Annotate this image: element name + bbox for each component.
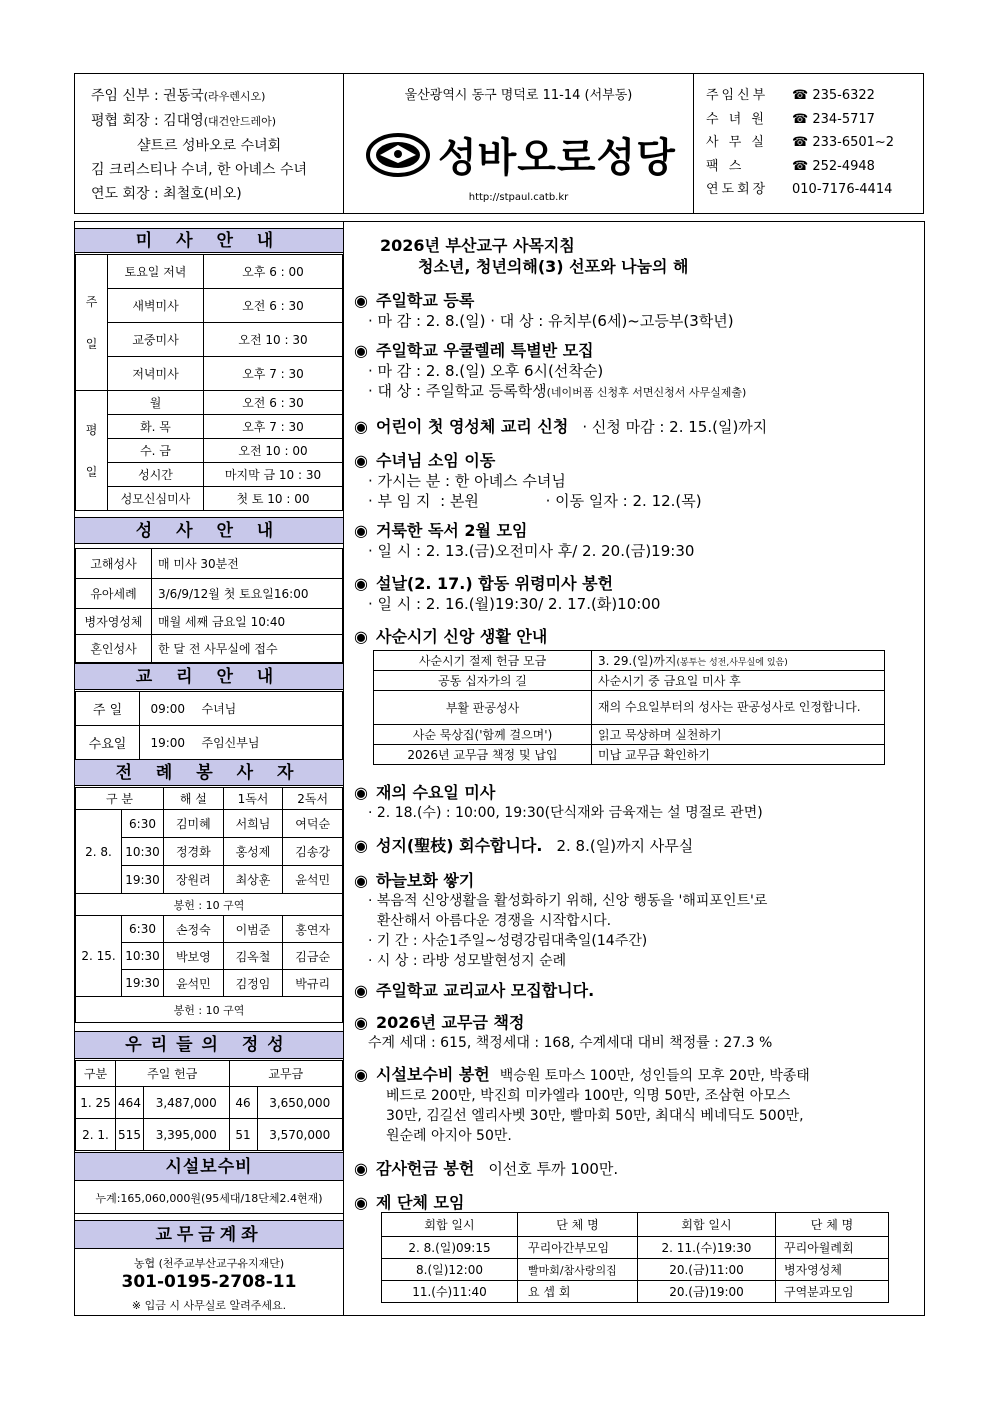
table-cell: 46 xyxy=(229,1087,257,1119)
contact-row: 연도회장 010-7176-4414 xyxy=(706,182,893,197)
table-cell: 재의 수요일부터의 성사는 판공성사로 인정합니다. xyxy=(592,691,885,725)
table-cell: 1독서 xyxy=(223,788,283,810)
table-cell: 10:30 xyxy=(122,838,164,866)
table-cell: 병자영성체 xyxy=(776,1259,889,1281)
table-cell: 사순시기 중 금요일 미사 후 xyxy=(592,671,885,691)
catechism-title: 교 리 안 내 xyxy=(75,663,343,690)
table-cell: 구역분과모임 xyxy=(776,1281,889,1303)
notice-item: ◉ 2026년 교무금 책정 수계 세대 : 615, 책정세대 : 168, 수계세대 대비 책정률 : 27.3 % xyxy=(354,1013,773,1051)
table-cell: 성시간 xyxy=(108,463,204,487)
table-cell: 매월 세째 금요일 10:40 xyxy=(152,609,343,635)
address: 울산광역시 동구 명덕로 11-14 (서부동) xyxy=(404,88,633,103)
table-cell: 19:30 xyxy=(122,970,164,997)
sacrament-title: 성 사 안 내 xyxy=(75,517,343,544)
table-cell: 봉헌 : 10 구역 xyxy=(76,997,343,1023)
table-cell: 회합 일시 xyxy=(638,1213,776,1237)
table-cell: 꾸리아월례회 xyxy=(776,1237,889,1259)
notice-item: ◉ 사순시기 신앙 생활 안내 xyxy=(354,627,548,646)
table-cell: 3,395,000 xyxy=(144,1119,230,1151)
table-cell: 19:30 xyxy=(122,866,164,894)
table-cell: 최상훈 xyxy=(223,866,283,894)
contact-row: 팩 스 ☎ 252-4948 xyxy=(706,158,875,174)
table-cell: 화. 목 xyxy=(108,415,204,439)
table-cell: 병자영성체 xyxy=(76,609,152,635)
table-cell: 유아세례 xyxy=(76,579,152,609)
table-cell: 단 체 명 xyxy=(776,1213,889,1237)
table-cell: 20.(금)11:00 xyxy=(638,1259,776,1281)
table-cell: 2026년 교무금 책정 및 납입 xyxy=(374,745,592,765)
table-cell: 10:30 xyxy=(122,943,164,970)
table-cell: 홍성제 xyxy=(223,838,283,866)
table-cell: 고해성사 xyxy=(76,549,152,579)
notice-item: ◉ 주일학교 등록 · 마 감 : 2. 8.(일) · 대 상 : 유치부(6세)~고등부(3학년) xyxy=(354,291,734,330)
table-cell: 오후 7 : 30 xyxy=(204,357,343,391)
pastoral-subtitle: 청소년, 청년의해(3) 선포와 나눔의 해 xyxy=(418,257,689,276)
header-contacts-box xyxy=(693,73,924,214)
table-cell: 수요일 xyxy=(76,726,140,760)
table-cell: 주임신부님 xyxy=(196,726,343,760)
table-cell: 3/6/9/12월 첫 토요일16:00 xyxy=(152,579,343,609)
offering-title: 우리들의 정성 xyxy=(75,1031,343,1059)
table-cell: 수녀님 xyxy=(196,692,343,726)
table-cell: 09:00 xyxy=(140,692,196,726)
clergy-line: 샬트르 성바오로 수녀회 xyxy=(137,138,282,154)
table-cell: 3,650,000 xyxy=(257,1087,343,1119)
table-cell: 3,487,000 xyxy=(144,1087,230,1119)
table-cell: 2. 1. xyxy=(76,1119,116,1151)
table-cell: 성모신심미사 xyxy=(108,487,204,511)
table-cell: 2독서 xyxy=(283,788,343,810)
notice-item: ◉ 어린이 첫 영성체 교리 신청 · 신청 마감 : 2. 15.(일)까지 xyxy=(354,417,768,436)
table-cell: 정경화 xyxy=(164,838,224,866)
mass-title: 미 사 안 내 xyxy=(75,228,343,253)
table-cell: 주 일 xyxy=(76,692,140,726)
notice-item: ◉ 성지(聖枝) 회수합니다. 2. 8.(일)까지 사무실 xyxy=(354,836,694,855)
table-cell: 윤석민 xyxy=(283,866,343,894)
notice-item: ◉ 하늘보화 쌓기 · 복음적 신앙생활을 활성화하기 위해, 신앙 행동을 '해피포인트'로 환산해서 아름다운 경쟁을 시작합시다. · 기 간 : 사순1주일~성령강림대축일(14주간) · 시 상 : 라방 성모발현성지 순례 xyxy=(354,871,768,969)
table-cell: 김금순 xyxy=(283,943,343,970)
table-cell: 저녁미사 xyxy=(108,357,204,391)
table-cell: 빨마회/참사랑의집 xyxy=(518,1259,638,1281)
table-cell: 6:30 xyxy=(122,810,164,838)
clergy-line: 김 크리스티나 수녀, 한 아녜스 수녀 xyxy=(91,162,308,178)
table-cell: 2. 8.(일)09:15 xyxy=(382,1237,518,1259)
pastoral-title: 2026년 부산교구 사목지침 xyxy=(380,236,575,255)
clergy-line: 주임 신부 : 권동국(라우렌시오) xyxy=(91,88,266,104)
table-cell: 교무금 xyxy=(229,1061,343,1087)
table-cell: 미납 교무금 확인하기 xyxy=(592,745,885,765)
table-cell: 20.(금)19:00 xyxy=(638,1281,776,1303)
table-cell: 오후 7 : 30 xyxy=(204,415,343,439)
account-title: 교무금계좌 xyxy=(75,1220,343,1249)
dove-icon xyxy=(366,133,430,177)
table-cell: 박규리 xyxy=(283,970,343,997)
notice-item: ◉ 거룩한 독서 2월 모임 · 일 시 : 2. 13.(금)오전미사 후/ 2. 20.(금)19:30 xyxy=(354,521,695,560)
notice-item: ◉ 주일학교 우쿨렐레 특별반 모집 · 마 감 : 2. 8.(일) 오후 6시(선착순) · 대 상 : 주일학교 등록학생(네이버폼 신청후 서면신청서 사무실제출) xyxy=(354,341,747,400)
table-cell: 오전 6 : 30 xyxy=(204,391,343,415)
table-cell: 해 설 xyxy=(164,788,224,810)
notice-item: ◉ 주일학교 교리교사 모집합니다. xyxy=(354,981,595,1000)
notice-item: ◉ 감사헌금 봉헌 이선호 투까 100만. xyxy=(354,1159,619,1178)
table-cell: 새벽미사 xyxy=(108,289,204,323)
table-cell: 사순시기 절제 헌금 모금 xyxy=(374,651,592,671)
divider xyxy=(75,1213,343,1214)
table-cell: 윤석민 xyxy=(164,970,224,997)
notice-item: ◉ 설날(2. 17.) 합동 위령미사 봉헌 · 일 시 : 2. 16.(월)19:30/ 2. 17.(화)10:00 xyxy=(354,574,661,613)
group-table xyxy=(381,1212,889,1303)
logo xyxy=(366,126,676,183)
lent-table xyxy=(373,650,885,765)
table-cell: 토요일 저녁 xyxy=(108,255,204,289)
sunday-label: 주 일 xyxy=(76,255,108,391)
table-cell: 515 xyxy=(116,1119,144,1151)
table-cell: 부활 판공성사 xyxy=(374,691,592,725)
table-cell: 김정임 xyxy=(223,970,283,997)
weekday-label: 평 일 xyxy=(76,391,108,511)
facility-total: 누계:165,060,000원(95세대/18단체2.4현재) xyxy=(95,1192,323,1205)
table-cell: 박보영 xyxy=(164,943,224,970)
notice-item: ◉ 재의 수요일 미사 · 2. 18.(수) : 10:00, 19:30(단식재와 금육재는 설 명절로 관면) xyxy=(354,783,763,821)
table-cell: 서희님 xyxy=(223,810,283,838)
table-cell: 이범준 xyxy=(223,916,283,943)
table-cell: 19:00 xyxy=(140,726,196,760)
servers-table xyxy=(75,787,343,1023)
column-divider xyxy=(343,221,344,1316)
table-cell: 사순 묵상집('함께 걸으며') xyxy=(374,725,592,745)
table-cell: 464 xyxy=(116,1087,144,1119)
table-cell: 오전 10 : 30 xyxy=(204,323,343,357)
table-cell: 3. 29.(일)까지(봉투는 성전,사무실에 있음) xyxy=(592,651,885,671)
table-cell: 김옥철 xyxy=(223,943,283,970)
table-cell: 김송강 xyxy=(283,838,343,866)
table-cell: 회합 일시 xyxy=(382,1213,518,1237)
table-cell: 매 미사 30분전 xyxy=(152,549,343,579)
table-cell: 월 xyxy=(108,391,204,415)
account-note: ※ 입금 시 사무실로 알려주세요. xyxy=(131,1299,287,1312)
mass-table xyxy=(75,254,343,511)
contact-row: 수 녀 원 ☎ 234-5717 xyxy=(706,111,875,127)
table-cell: 공동 십자가의 길 xyxy=(374,671,592,691)
table-cell: 3,570,000 xyxy=(257,1119,343,1151)
servers-title: 전 례 봉 사 자 xyxy=(75,759,343,786)
notice-item: ◉ 시설보수비 봉헌 백승원 토마스 100만, 성인들의 모후 20만, 박종태 베드로 200만, 박진희 미카엘라 100만, 익명 50만, 조삼현 아모스 30만, 김길선 엘리사벳 30만, 빨마회 50만, 최대식 베네딕도 500만, 원순례 아지아 50만. xyxy=(354,1065,810,1144)
notice-item: ◉ 수녀님 소임 이동 · 가시는 분 : 한 아녜스 수녀님 · 부 임 지 : 본원 · 이동 일자 : 2. 12.(목) xyxy=(354,451,702,510)
table-cell: 1. 25 xyxy=(76,1087,116,1119)
table-cell: 오후 6 : 00 xyxy=(204,255,343,289)
table-cell: 한 달 전 사무실에 접수 xyxy=(152,635,343,663)
table-cell: 오전 6 : 30 xyxy=(204,289,343,323)
table-cell: 손정숙 xyxy=(164,916,224,943)
table-cell: 2. 8. xyxy=(76,810,122,894)
table-cell: 혼인성사 xyxy=(76,635,152,663)
table-cell: 단 체 명 xyxy=(518,1213,638,1237)
clergy-line: 연도 회장 : 최철호(비오) xyxy=(91,186,242,202)
table-cell: 여덕순 xyxy=(283,810,343,838)
table-cell: 수. 금 xyxy=(108,439,204,463)
table-cell: 주일 헌금 xyxy=(116,1061,230,1087)
table-cell: 6:30 xyxy=(122,916,164,943)
table-cell: 2. 15. xyxy=(76,916,122,997)
contact-row: 사 무 실 ☎ 233-6501~2 xyxy=(706,135,895,150)
account-number: 301-0195-2708-11 xyxy=(121,1272,297,1292)
clergy-line: 평협 회장 : 김대영(대건안드레아) xyxy=(91,113,277,129)
website-link[interactable]: http://stpaul.catb.kr xyxy=(468,192,569,203)
notice-item: ◉ 제 단체 모임 xyxy=(354,1193,465,1212)
table-cell: 11.(수)11:40 xyxy=(382,1281,518,1303)
table-cell: 봉헌 : 10 구역 xyxy=(76,894,343,916)
table-cell: 51 xyxy=(229,1119,257,1151)
offering-table xyxy=(75,1060,343,1151)
catechism-table xyxy=(75,691,343,760)
facility-title: 시설보수비 xyxy=(75,1152,343,1181)
table-cell: 김미혜 xyxy=(164,810,224,838)
header-logo-box xyxy=(343,73,694,214)
table-cell: 2. 11.(수)19:30 xyxy=(638,1237,776,1259)
table-cell: 마지막 금 10 : 30 xyxy=(204,463,343,487)
table-cell: 구 분 xyxy=(76,788,164,810)
table-cell: 오전 10 : 00 xyxy=(204,439,343,463)
sacrament-table xyxy=(75,548,343,663)
account-bank: 농협 (천주교부산교구유지재단) xyxy=(133,1257,285,1270)
table-cell: 장원려 xyxy=(164,866,224,894)
table-cell: 첫 토 10 : 00 xyxy=(204,487,343,511)
table-cell: 교중미사 xyxy=(108,323,204,357)
table-cell: 홍연자 xyxy=(283,916,343,943)
table-cell: 요 셉 회 xyxy=(518,1281,638,1303)
table-cell: 8.(일)12:00 xyxy=(382,1259,518,1281)
church-name: 성바오로성당 xyxy=(438,135,676,181)
contact-row: 주임신부 ☎ 235-6322 xyxy=(706,88,875,103)
table-cell: 구분 xyxy=(76,1061,116,1087)
table-cell: 꾸리아간부모임 xyxy=(518,1237,638,1259)
header-clergy-box xyxy=(74,73,344,214)
table-cell: 읽고 묵상하며 실천하기 xyxy=(592,725,885,745)
